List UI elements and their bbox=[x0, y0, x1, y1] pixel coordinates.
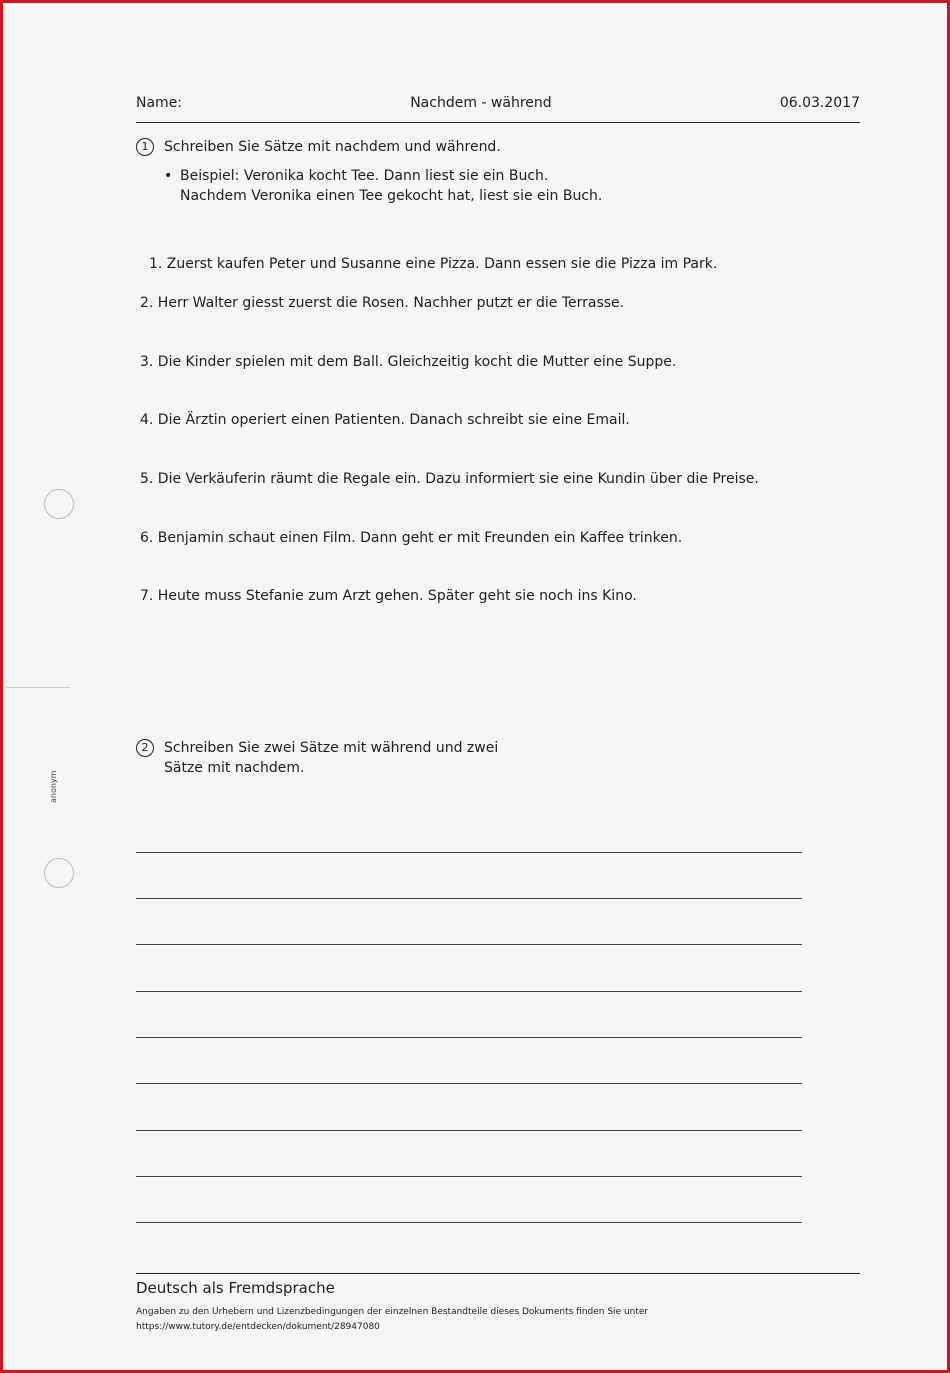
license-link[interactable]: https://www.tutory.de/entdecken/dokument/28947080 bbox=[136, 1322, 380, 1332]
fold-mark bbox=[6, 687, 70, 688]
author-label: anonym bbox=[49, 770, 58, 803]
punch-hole-bottom bbox=[44, 858, 74, 888]
writing-line[interactable] bbox=[136, 1176, 802, 1177]
task-1-instruction: Schreiben Sie Sätze mit nachdem und während. bbox=[164, 139, 501, 155]
task-1-number: 1 bbox=[136, 138, 154, 156]
license-text: Angaben zu den Urhebern und Lizenzbedingungen der einzelnen Bestandteile dieses Dokuments finden Sie unter bbox=[136, 1307, 649, 1317]
writing-line[interactable] bbox=[136, 852, 802, 853]
punch-hole-top bbox=[44, 489, 74, 519]
example-block bbox=[164, 166, 602, 206]
exercise-item-6: 6. Benjamin schaut einen Film. Dann geht er mit Freunden ein Kaffee trinken. bbox=[140, 530, 683, 546]
task-2-instruction-line-2: Sätze mit nachdem. bbox=[164, 760, 305, 776]
exercise-item-3: 3. Die Kinder spielen mit dem Ball. Gleichzeitig kocht die Mutter eine Suppe. bbox=[140, 354, 677, 370]
footer-divider bbox=[136, 1273, 860, 1274]
task-2-heading bbox=[136, 738, 498, 778]
writing-line[interactable] bbox=[136, 944, 802, 945]
writing-line[interactable] bbox=[136, 991, 802, 992]
task-2-instruction-line-1: Schreiben Sie zwei Sätze mit während und zwei bbox=[164, 740, 499, 756]
bullet-icon: • bbox=[164, 168, 173, 184]
example-line-2: Nachdem Veronika einen Tee gekocht hat, liest sie ein Buch. bbox=[180, 188, 603, 204]
example-line-1: Beispiel: Veronika kocht Tee. Dann liest sie ein Buch. bbox=[180, 168, 549, 184]
footer-subject: Deutsch als Fremdsprache bbox=[136, 1279, 335, 1297]
exercise-item-7: 7. Heute muss Stefanie zum Arzt gehen. Später geht sie noch ins Kino. bbox=[140, 588, 637, 604]
worksheet-title: Nachdem - während bbox=[410, 95, 552, 111]
task-1-heading bbox=[136, 137, 501, 157]
writing-line[interactable] bbox=[136, 898, 802, 899]
exercise-item-1: 1. Zuerst kaufen Peter und Susanne eine Pizza. Dann essen sie die Pizza im Park. bbox=[149, 256, 718, 272]
name-label: Name: bbox=[136, 95, 183, 111]
exercise-item-4: 4. Die Ärztin operiert einen Patienten. Danach schreibt sie eine Email. bbox=[140, 412, 630, 428]
exercise-item-2: 2. Herr Walter giesst zuerst die Rosen. Nachher putzt er die Terrasse. bbox=[140, 295, 625, 311]
writing-line[interactable] bbox=[136, 1130, 802, 1131]
exercise-item-5: 5. Die Verkäuferin räumt die Regale ein. Dazu informiert sie eine Kundin über die Preise. bbox=[140, 471, 759, 487]
worksheet-date: 06.03.2017 bbox=[779, 95, 860, 111]
task-2-number: 2 bbox=[136, 739, 154, 757]
writing-line[interactable] bbox=[136, 1083, 802, 1084]
writing-line[interactable] bbox=[136, 1037, 802, 1038]
footer-license bbox=[136, 1305, 648, 1335]
header bbox=[136, 95, 860, 111]
header-divider bbox=[136, 122, 860, 123]
writing-line[interactable] bbox=[136, 1222, 802, 1223]
